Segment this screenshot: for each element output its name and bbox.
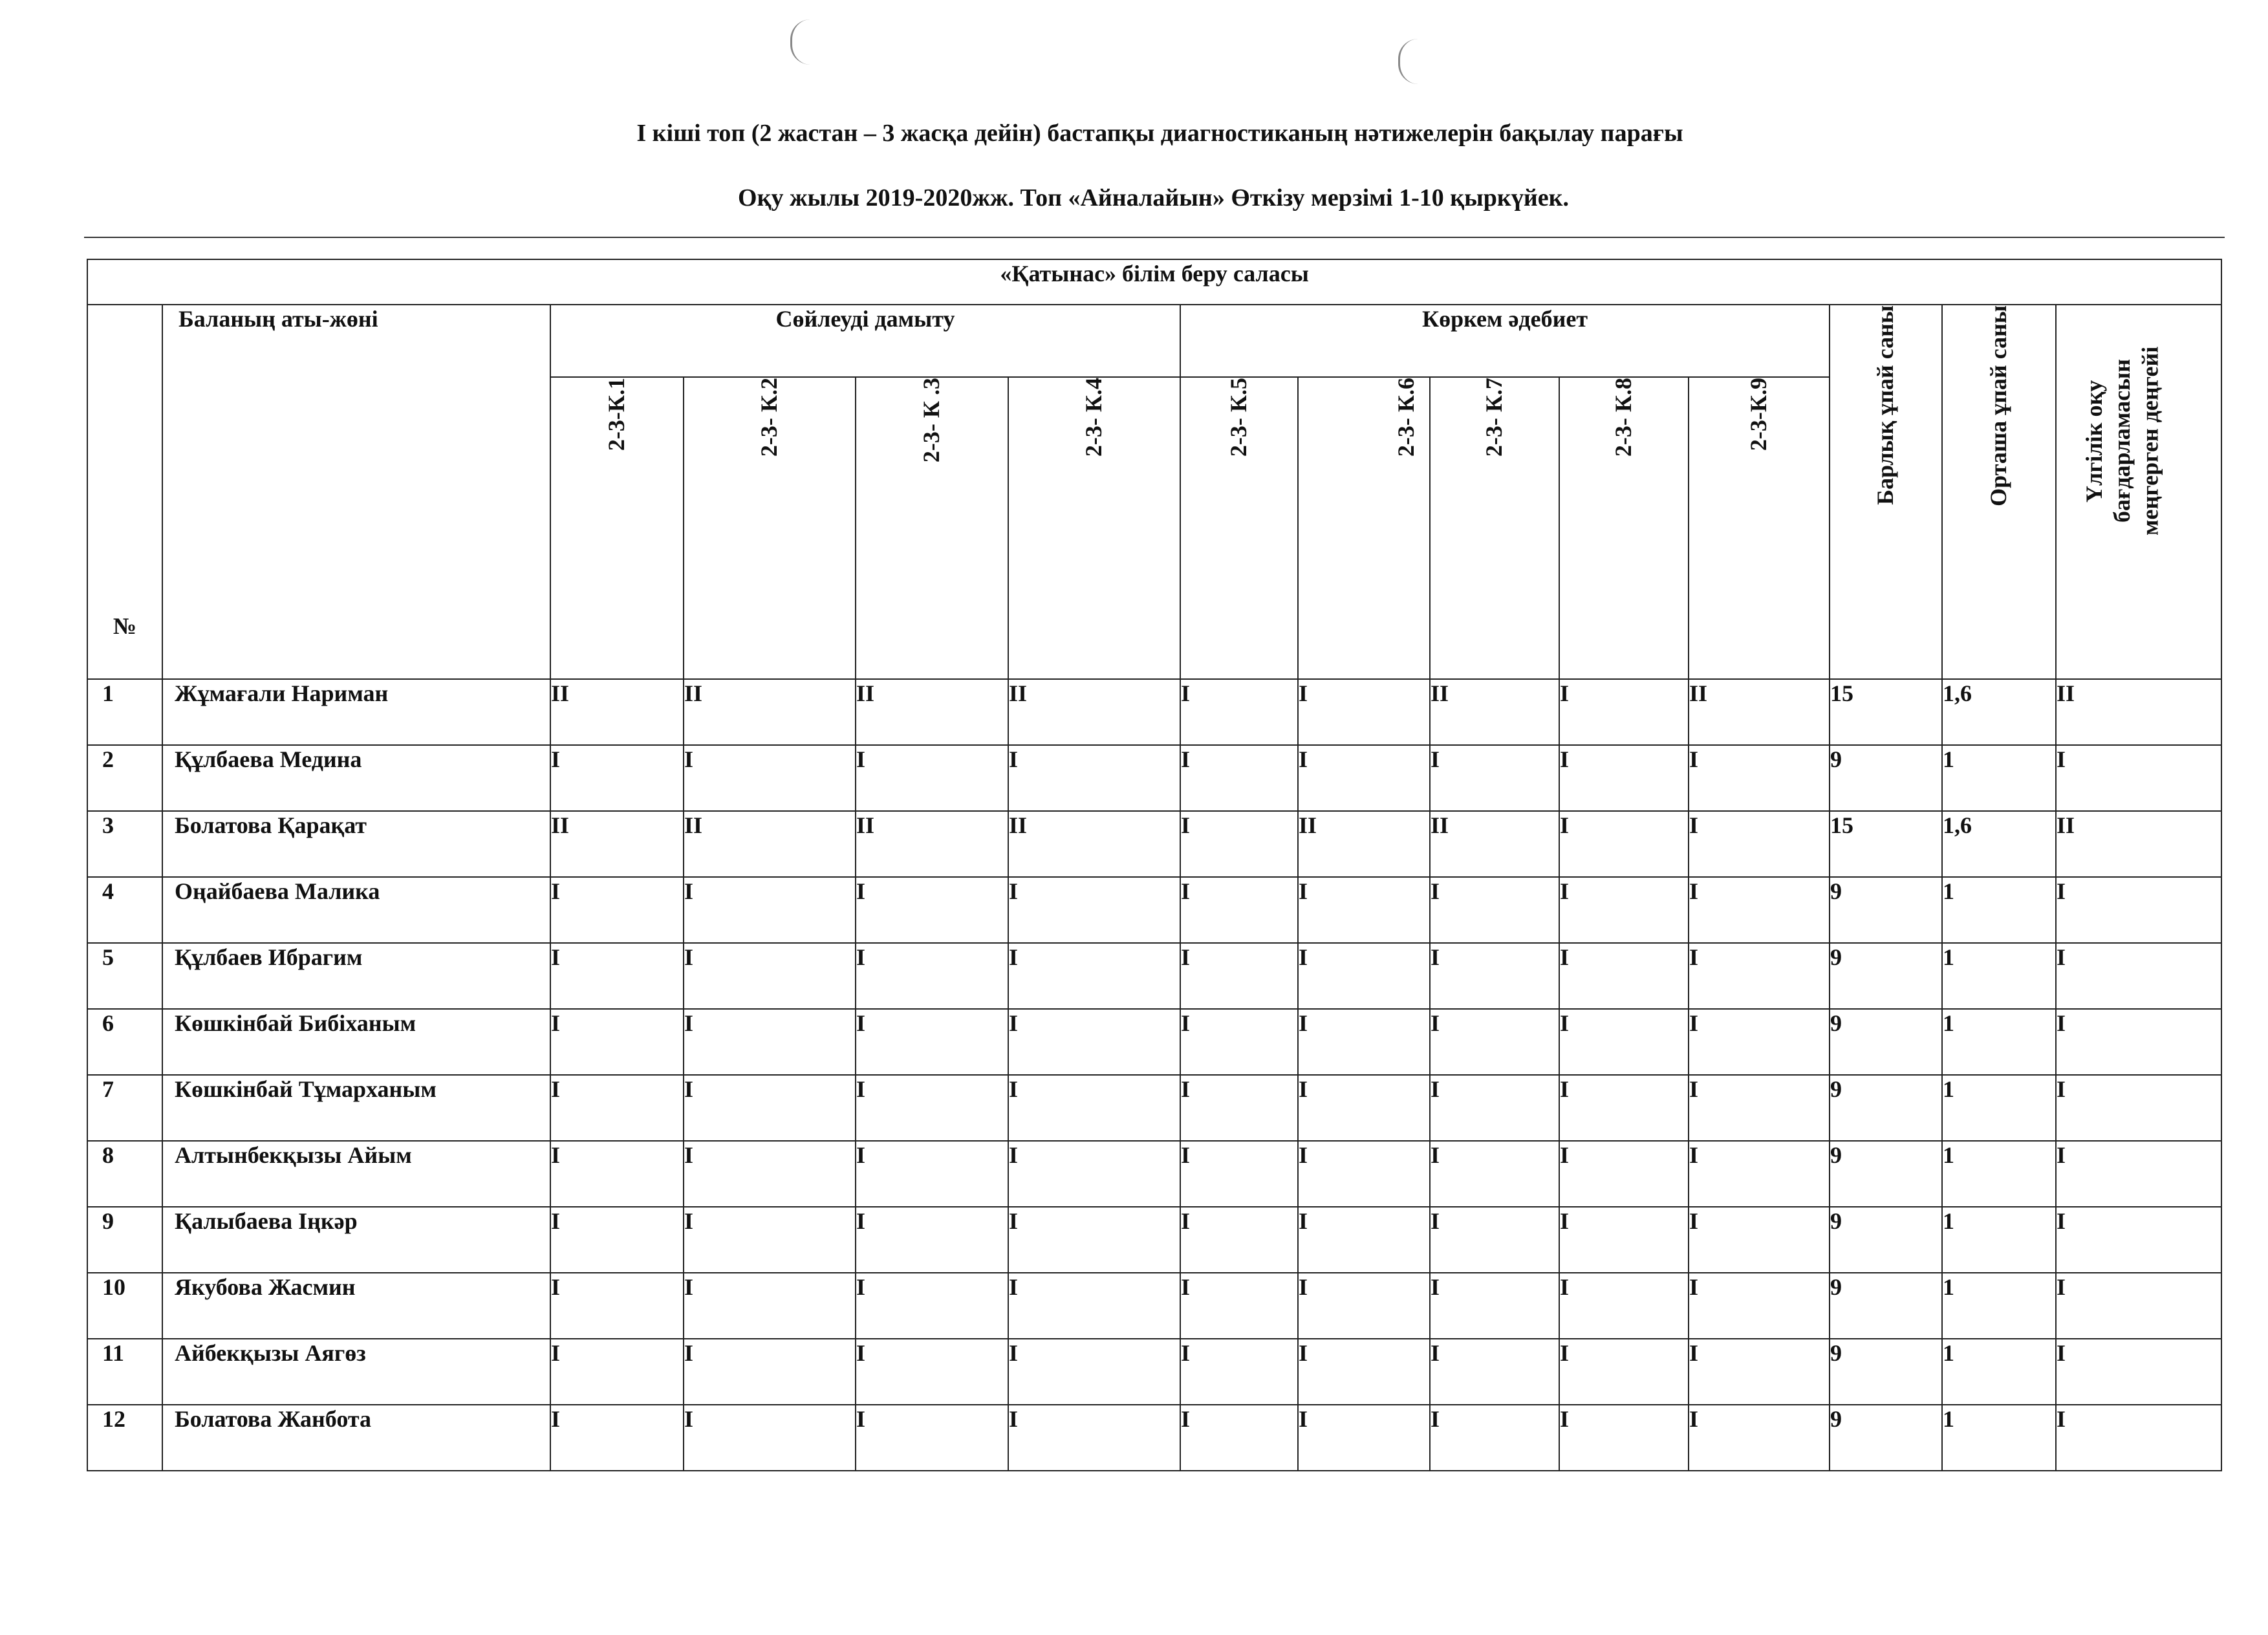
level-value: I [2056,1141,2221,1207]
score-cell-k4: II [1008,811,1180,877]
child-name: Оңайбаева Малика [162,877,550,943]
score-cell-k1: I [550,1405,684,1471]
row-number: 9 [87,1207,162,1273]
score-cell-k9: I [1689,1339,1830,1405]
score-cell-k5: I [1180,679,1298,745]
level-header: Үлгілік оқу бағдарламасын меңгерген деңгейі [2056,305,2221,679]
scan-mark-left [790,19,810,65]
score-cell-k9: I [1689,745,1830,811]
total-score: 9 [1830,1405,1942,1471]
code-header-2: 2-3- К.2 [684,377,856,679]
average-score: 1 [1942,1339,2056,1405]
score-cell-k2: I [684,1405,856,1471]
score-cell-k5: I [1180,1339,1298,1405]
score-cell-k9: I [1689,1273,1830,1339]
total-score: 15 [1830,679,1942,745]
score-cell-k7: I [1430,1405,1559,1471]
score-cell-k8: I [1559,1207,1689,1273]
score-cell-k3: II [856,679,1008,745]
score-cell-k8: I [1559,1405,1689,1471]
score-cell-k7: I [1430,1273,1559,1339]
average-score: 1 [1942,745,2056,811]
group-literature-header: Көркем әдебиет [1180,305,1830,377]
score-cell-k4: I [1008,877,1180,943]
score-cell-k3: I [856,1273,1008,1339]
score-cell-k8: I [1559,1339,1689,1405]
row-number: 8 [87,1141,162,1207]
score-cell-k2: I [684,877,856,943]
score-cell-k7: I [1430,1009,1559,1075]
score-cell-k1: I [550,1339,684,1405]
total-score: 9 [1830,1075,1942,1141]
score-cell-k2: I [684,1339,856,1405]
score-cell-k8: I [1559,943,1689,1009]
total-score: 9 [1830,943,1942,1009]
score-cell-k9: I [1689,1009,1830,1075]
group-speech-header: Сөйлеуді дамыту [550,305,1180,377]
child-name: Алтынбекқызы Айым [162,1141,550,1207]
row-number: 10 [87,1273,162,1339]
score-cell-k6: I [1298,1075,1430,1141]
score-cell-k7: I [1430,745,1559,811]
code-header-5: 2-3- К.5 [1180,377,1298,679]
score-cell-k4: I [1008,1009,1180,1075]
score-cell-k4: I [1008,943,1180,1009]
page-title: І кіші топ (2 жастан – 3 жасқа дейін) бастапқы диагностиканың нәтижелерін бақылау парағы [636,120,1683,147]
row-number: 12 [87,1405,162,1471]
score-cell-k3: I [856,943,1008,1009]
score-cell-k3: I [856,1339,1008,1405]
score-cell-k8: I [1559,1273,1689,1339]
total-score: 9 [1830,1339,1942,1405]
score-cell-k3: I [856,877,1008,943]
table-row [87,877,2221,943]
avg-header: Орташа ұпай саны [1942,305,2056,679]
total-score: 15 [1830,811,1942,877]
score-cell-k6: I [1298,745,1430,811]
score-cell-k5: I [1180,1207,1298,1273]
code-header-6: 2-3- К.6 [1298,377,1430,679]
child-name: Якубова Жасмин [162,1273,550,1339]
score-cell-k5: I [1180,1405,1298,1471]
score-cell-k6: I [1298,877,1430,943]
score-cell-k3: I [856,1075,1008,1141]
level-value: I [2056,943,2221,1009]
average-score: 1 [1942,1075,2056,1141]
code-header-7: 2-3- К.7 [1430,377,1559,679]
average-score: 1 [1942,1207,2056,1273]
score-cell-k8: I [1559,1075,1689,1141]
level-value: I [2056,877,2221,943]
child-name: Көшкінбай Тұмарханым [162,1075,550,1141]
table-row [87,1075,2221,1141]
table-row [87,943,2221,1009]
table-row [87,1273,2221,1339]
score-cell-k1: I [550,1075,684,1141]
score-cell-k8: I [1559,877,1689,943]
score-cell-k9: I [1689,1207,1830,1273]
row-number: 7 [87,1075,162,1141]
score-cell-k9: I [1689,877,1830,943]
score-cell-k1: I [550,1141,684,1207]
row-number: 11 [87,1339,162,1405]
row-number: 4 [87,877,162,943]
score-cell-k6: I [1298,1141,1430,1207]
code-header-1: 2-3-К.1 [550,377,684,679]
score-cell-k6: I [1298,1207,1430,1273]
score-cell-k1: I [550,1009,684,1075]
score-cell-k8: I [1559,745,1689,811]
score-cell-k1: II [550,811,684,877]
score-cell-k1: I [550,1273,684,1339]
table-row [87,811,2221,877]
score-cell-k2: I [684,745,856,811]
total-score: 9 [1830,877,1942,943]
total-score: 9 [1830,1141,1942,1207]
score-cell-k2: I [684,1009,856,1075]
score-cell-k5: I [1180,1009,1298,1075]
score-cell-k5: I [1180,745,1298,811]
total-header: Барлық ұпай саны [1830,305,1942,679]
score-cell-k1: II [550,679,684,745]
code-header-3: 2-3- К .3 [856,377,1008,679]
level-value: I [2056,1009,2221,1075]
score-cell-k4: I [1008,1273,1180,1339]
child-name: Айбекқызы Аягөз [162,1339,550,1405]
total-score: 9 [1830,745,1942,811]
score-cell-k1: I [550,1207,684,1273]
score-cell-k4: I [1008,1339,1180,1405]
row-number: 1 [87,679,162,745]
score-cell-k4: I [1008,1405,1180,1471]
score-cell-k2: I [684,1273,856,1339]
score-cell-k8: I [1559,679,1689,745]
score-cell-k8: I [1559,1141,1689,1207]
score-cell-k9: I [1689,1141,1830,1207]
score-cell-k6: I [1298,1339,1430,1405]
level-value: I [2056,1207,2221,1273]
level-value: II [2056,679,2221,745]
average-score: 1,6 [1942,679,2056,745]
score-cell-k3: I [856,1405,1008,1471]
level-value: II [2056,811,2221,877]
score-cell-k7: II [1430,811,1559,877]
average-score: 1 [1942,943,2056,1009]
table-row [87,1207,2221,1273]
child-name: Құлбаев Ибрагим [162,943,550,1009]
score-cell-k1: I [550,877,684,943]
score-cell-k2: I [684,1141,856,1207]
score-cell-k6: I [1298,1009,1430,1075]
score-cell-k6: I [1298,1405,1430,1471]
level-value: I [2056,745,2221,811]
code-header-4: 2-3- К.4 [1008,377,1180,679]
score-cell-k5: I [1180,1273,1298,1339]
child-name: Көшкінбай Бибіханым [162,1009,550,1075]
score-cell-k4: I [1008,1141,1180,1207]
score-cell-k3: I [856,1207,1008,1273]
average-score: 1,6 [1942,811,2056,877]
score-cell-k2: II [684,679,856,745]
score-cell-k6: I [1298,943,1430,1009]
table-row [87,745,2221,811]
score-cell-k8: I [1559,811,1689,877]
score-cell-k2: I [684,943,856,1009]
score-cell-k7: I [1430,877,1559,943]
score-cell-k8: I [1559,1009,1689,1075]
score-cell-k2: II [684,811,856,877]
score-cell-k6: II [1298,811,1430,877]
score-cell-k3: I [856,1141,1008,1207]
row-number: 5 [87,943,162,1009]
score-cell-k9: I [1689,1075,1830,1141]
top-rule [84,237,2225,238]
name-header: Баланың аты-жөні [162,305,550,679]
score-cell-k9: I [1689,811,1830,877]
child-name: Жұмағали Нариман [162,679,550,745]
row-number: 2 [87,745,162,811]
child-name: Қалыбаева Іңкәр [162,1207,550,1273]
score-cell-k7: I [1430,1075,1559,1141]
child-name: Болатова Қарақат [162,811,550,877]
score-cell-k2: I [684,1207,856,1273]
score-cell-k3: I [856,1009,1008,1075]
score-cell-k5: I [1180,811,1298,877]
table-row [87,1009,2221,1075]
score-cell-k3: II [856,811,1008,877]
score-cell-k7: I [1430,943,1559,1009]
score-cell-k7: I [1430,1207,1559,1273]
scan-mark-right [1398,39,1418,84]
table-row [87,1405,2221,1471]
average-score: 1 [1942,877,2056,943]
total-score: 9 [1830,1009,1942,1075]
score-cell-k1: I [550,745,684,811]
row-number: 3 [87,811,162,877]
table-row [87,679,2221,745]
score-cell-k4: I [1008,1207,1180,1273]
table-row [87,1339,2221,1405]
results-table [87,259,2222,1471]
average-score: 1 [1942,1009,2056,1075]
score-cell-k7: II [1430,679,1559,745]
level-value: I [2056,1075,2221,1141]
score-cell-k2: I [684,1075,856,1141]
score-cell-k5: I [1180,943,1298,1009]
score-cell-k5: I [1180,1075,1298,1141]
score-cell-k3: I [856,745,1008,811]
score-cell-k6: I [1298,679,1430,745]
score-cell-k4: I [1008,1075,1180,1141]
score-cell-k9: I [1689,1405,1830,1471]
level-value: I [2056,1339,2221,1405]
page-subtitle: Оқу жылы 2019-2020жж. Топ «Айналайын» Өткізу мерзімі 1-10 қыркүйек. [738,184,1569,211]
score-cell-k5: I [1180,1141,1298,1207]
total-score: 9 [1830,1273,1942,1339]
area-title: «Қатынас» білім беру саласы [87,259,2221,305]
score-cell-k4: II [1008,679,1180,745]
score-cell-k5: I [1180,877,1298,943]
score-cell-k7: I [1430,1339,1559,1405]
score-cell-k1: I [550,943,684,1009]
score-cell-k9: II [1689,679,1830,745]
score-cell-k6: I [1298,1273,1430,1339]
average-score: 1 [1942,1405,2056,1471]
score-cell-k4: I [1008,745,1180,811]
score-cell-k7: I [1430,1141,1559,1207]
code-header-9: 2-3-К.9 [1689,377,1830,679]
average-score: 1 [1942,1141,2056,1207]
num-header: № [87,305,162,679]
level-value: I [2056,1273,2221,1339]
row-number: 6 [87,1009,162,1075]
average-score: 1 [1942,1273,2056,1339]
child-name: Болатова Жанбота [162,1405,550,1471]
total-score: 9 [1830,1207,1942,1273]
code-header-8: 2-3- К.8 [1559,377,1689,679]
score-cell-k9: I [1689,943,1830,1009]
child-name: Құлбаева Медина [162,745,550,811]
table-row [87,1141,2221,1207]
level-value: I [2056,1405,2221,1471]
